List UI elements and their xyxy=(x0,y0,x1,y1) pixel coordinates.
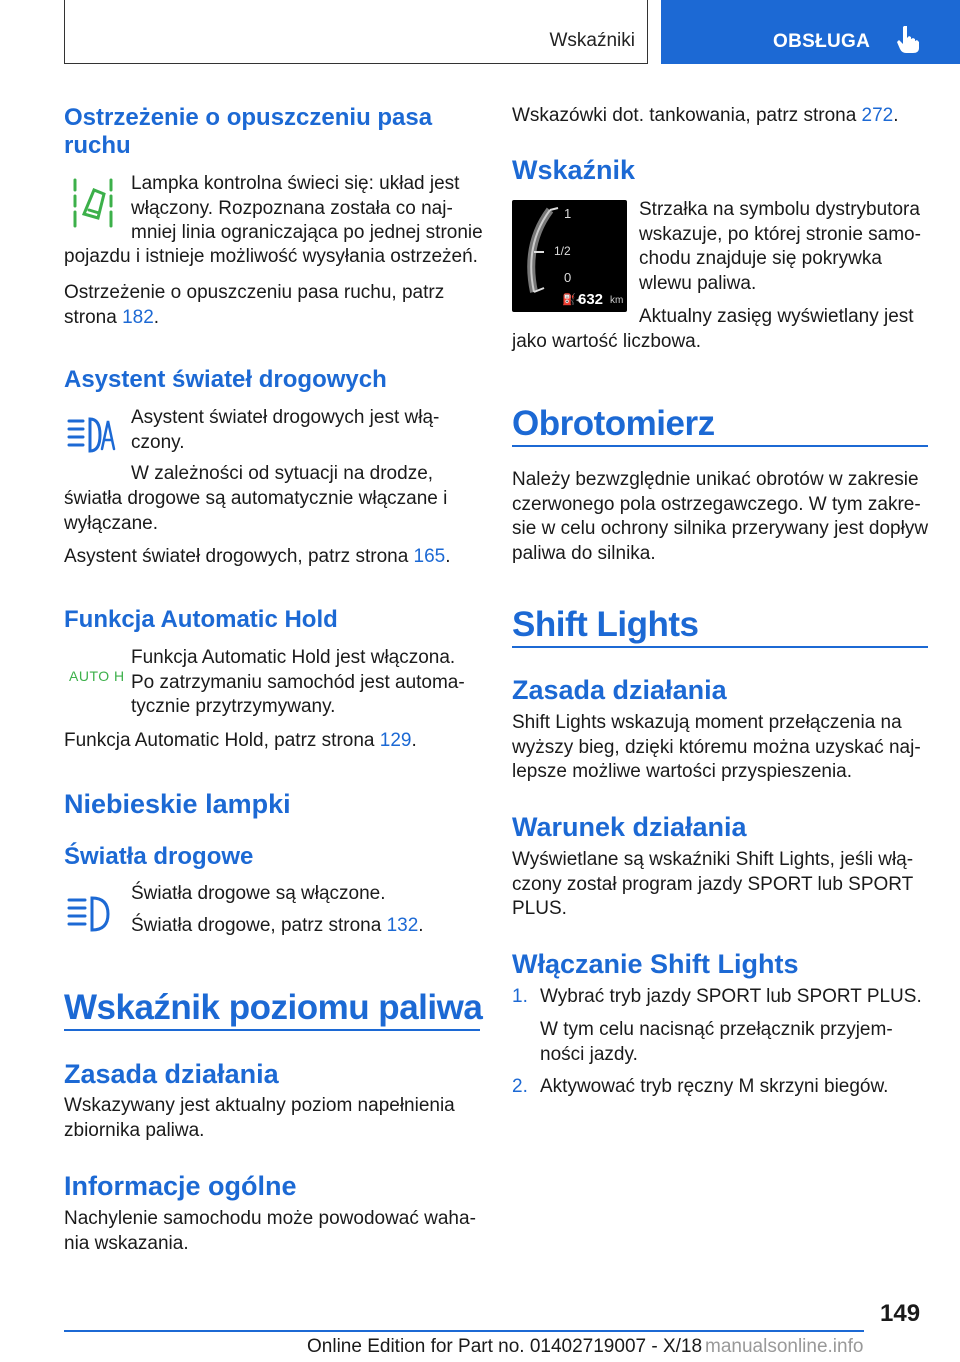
text-line: wlewu paliwa. xyxy=(639,272,757,294)
text-line: zbiornika paliwa. xyxy=(64,1119,205,1141)
lane-departure-heading xyxy=(64,104,484,160)
section-rule xyxy=(64,1029,480,1031)
lane-departure-warning-icon xyxy=(70,176,116,230)
text-line: chodu znajduje się pokrywka xyxy=(639,248,882,269)
indicator-heading: Wskaźnik xyxy=(512,155,636,185)
text-line: Lampka kontrolna świeci się: układ jest xyxy=(131,173,460,194)
text-line: czerwonego pola ostrzegawczego. W tym zakre‐ xyxy=(512,493,921,515)
high-beam-assistant-heading: Asystent świateł drogowych xyxy=(64,366,387,393)
page-link-272[interactable]: 272 xyxy=(861,105,894,126)
step-text: Aktywować tryb ręczny M skrzyni biegów. xyxy=(540,1076,889,1097)
step-text: Wybrać tryb jazdy SPORT lub SPORT PLUS. xyxy=(540,986,922,1007)
range-value: 632 xyxy=(578,291,604,308)
reference-label: Funkcja Automatic Hold, patrz strona xyxy=(64,730,375,751)
auto-hold-icon: AUTO H xyxy=(69,668,125,684)
text-line: wyższy bieg, dzięki któremu można uzyskać naj‐ xyxy=(512,736,921,758)
page-number: 149 xyxy=(880,1300,921,1327)
high-beam-icon xyxy=(66,894,112,934)
page-link-129[interactable]: 129 xyxy=(379,730,412,751)
lane-departure-reference xyxy=(64,281,494,330)
text-line: Należy bezwzględnie unikać obrotów w zakresie xyxy=(512,469,919,490)
text-line: Po zatrzymaniu samochód jest automa‐ xyxy=(131,671,465,693)
gauge-label-half: 1/2 xyxy=(554,244,571,258)
text-line: PLUS. xyxy=(512,898,567,919)
text-line: czony. xyxy=(131,431,185,453)
automatic-hold-reference: Funkcja Automatic Hold, patrz strona 129. xyxy=(64,730,417,751)
header-chapter-title: OBSŁUGA xyxy=(773,31,871,52)
text-line: Shift Lights wskazują moment przełączenia na xyxy=(512,712,902,733)
shift-lights-heading: Shift Lights xyxy=(512,605,699,644)
high-beam-assistant-icon xyxy=(66,415,116,455)
text-line: pojazdu i istnieje możliwość wysyłania ostrzeżeń. xyxy=(64,246,478,267)
page-link-165[interactable]: 165 xyxy=(413,546,446,567)
step-number: 2. xyxy=(512,1076,528,1097)
reference-label: Asystent świateł drogowych, patrz strona xyxy=(64,546,409,567)
high-beam-assistant-desc xyxy=(64,487,494,536)
footer-rule xyxy=(64,1330,864,1332)
text-line: światła drogowe są automatycznie włączane i xyxy=(64,488,448,509)
tachometer-heading: Obrotomierz xyxy=(512,404,715,443)
text-line: tycznie przytrzymywany. xyxy=(131,696,336,717)
shift-lights-enable-heading: Włączanie Shift Lights xyxy=(512,949,799,979)
text-line: wyłączane. xyxy=(64,512,158,534)
header-section-title: Wskaźniki xyxy=(549,30,635,51)
general-info-text xyxy=(64,1207,494,1256)
heading-line: ruchu xyxy=(64,132,131,159)
fuel-principle-heading: Zasada działania xyxy=(64,1059,279,1089)
shift-lights-principle-heading: Zasada działania xyxy=(512,675,727,705)
text-line: Aktualny zasięg wyświetlany jest xyxy=(639,306,914,327)
automatic-hold-text xyxy=(131,646,491,720)
text-line: paliwa do silnika. xyxy=(512,542,656,564)
fuel-gauge-display xyxy=(512,200,627,312)
gauge-label-empty: 0 xyxy=(564,270,572,285)
header-section-box xyxy=(64,0,648,64)
refuel-reference: Wskazówki dot. tankowania, patrz strona 272. xyxy=(512,105,899,126)
text-line: Wyświetlane są wskaźniki Shift Lights, jeśli włą‐ xyxy=(512,849,914,870)
gauge-label-full: 1 xyxy=(564,206,572,221)
fuel-gauge-heading: Wskaźnik poziomu paliwa xyxy=(64,988,483,1027)
header-chapter-box xyxy=(661,0,960,64)
text-line: Wskazywany jest aktualny poziom napełnienia xyxy=(64,1095,455,1116)
high-beam-assistant-reference: Asystent świateł drogowych, patrz strona 165. xyxy=(64,546,451,567)
text-line: lepsze możliwe wartości przyspieszenia. xyxy=(512,761,853,782)
text-line: W zależności od sytuacji na drodze, xyxy=(131,463,434,484)
text-line: jako wartość liczbowa. xyxy=(512,331,702,352)
high-beams-reference: Światła drogowe, patrz strona 132. xyxy=(131,915,424,936)
shift-lights-condition-heading: Warunek działania xyxy=(512,812,747,842)
step-number: 1. xyxy=(512,986,528,1007)
lane-departure-text xyxy=(131,172,491,246)
page-link-182[interactable]: 182 xyxy=(122,306,154,328)
tachometer-text xyxy=(512,468,942,566)
heading-line: Ostrzeżenie o opuszczeniu pasa xyxy=(64,104,433,131)
step-1-detail xyxy=(540,1018,940,1067)
shift-lights-condition-text xyxy=(512,848,942,922)
text-line: włączony. Rozpoznana została co naj‐ xyxy=(131,197,453,219)
reference-label: Wskazówki dot. tankowania, patrz strona xyxy=(512,105,857,126)
section-rule xyxy=(512,646,928,648)
fuel-pump-icon: ⛽◂ xyxy=(562,294,582,306)
section-rule xyxy=(512,445,928,447)
text-line: Asystent świateł drogowych jest włą‐ xyxy=(131,407,440,428)
footer-watermark: manualsonline.info xyxy=(705,1336,864,1357)
fuel-principle-text xyxy=(64,1094,494,1143)
high-beam-assistant-text xyxy=(131,406,491,455)
automatic-hold-heading: Funkcja Automatic Hold xyxy=(64,606,338,633)
high-beams-heading: Światła drogowe xyxy=(64,843,254,870)
text-line: wskazuje, po której stronie samo‐ xyxy=(639,223,921,245)
text-line: czony został program jazdy SPORT lub SPORT xyxy=(512,873,914,895)
text-line: mniej linia ograniczająca po jednej stronie xyxy=(131,222,483,243)
text-line: Strzałka na symbolu dystrybutora xyxy=(639,199,920,220)
pointing-hand-icon xyxy=(895,24,921,54)
text-line: ności jazdy. xyxy=(540,1043,638,1065)
text-line: sie w celu ochrony silnika przerywany jest dopływ xyxy=(512,518,929,539)
reference-label: Światła drogowe, patrz strona xyxy=(131,915,382,936)
text-line: Funkcja Automatic Hold jest włączona. xyxy=(131,647,456,668)
high-beams-text: Światła drogowe są włączone. xyxy=(131,883,386,904)
footer-edition: Online Edition for Part no. 01402719007 - X/18 xyxy=(307,1336,703,1357)
text-line: strona 182. xyxy=(64,306,160,328)
indicator-text xyxy=(639,198,939,296)
reference-label: strona xyxy=(64,306,117,328)
range-unit: km xyxy=(610,295,624,306)
text-line: nia wskazania. xyxy=(64,1232,189,1254)
page-link-132[interactable]: 132 xyxy=(386,915,419,936)
text-line: Nachylenie samochodu może powodować waha‐ xyxy=(64,1208,476,1229)
text-line: Ostrzeżenie o opuszczeniu pasa ruchu, patrz xyxy=(64,282,445,303)
text-line: W tym celu nacisnąć przełącznik przyjem‐ xyxy=(540,1019,893,1040)
shift-lights-principle-text xyxy=(512,711,942,785)
blue-lamps-heading: Niebieskie lampki xyxy=(64,789,291,819)
general-info-heading: Informacje ogólne xyxy=(64,1171,297,1201)
